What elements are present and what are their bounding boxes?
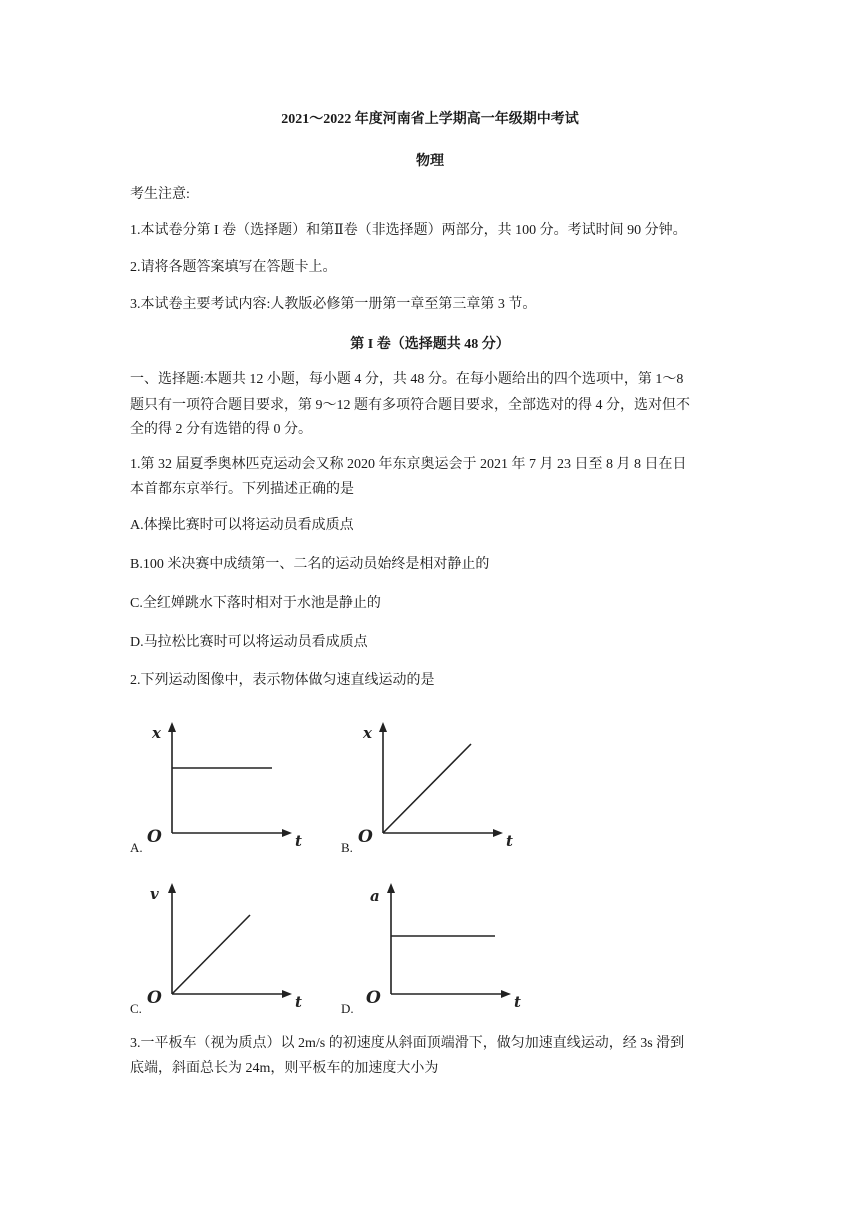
question-1-option-d: D.马拉松比赛时可以将运动员看成质点	[130, 635, 368, 650]
notice-item-1: 1.本试卷分第 I 卷（选择题）和第Ⅱ卷（非选择题）两部分，共 100 分。考试时间 90 分钟。	[130, 223, 687, 238]
subject-title: 物理	[416, 154, 444, 169]
question-1-option-b: B.100 米决赛中成绩第一、二名的运动员始终是相对静止的	[130, 557, 490, 572]
question-3-stem-line-2: 底端，斜面总长为 24m，则平板车的加速度大小为	[130, 1061, 439, 1076]
graph-c-y-axis-label: v	[150, 885, 159, 903]
graph-b-origin-label: O	[358, 827, 373, 847]
graph-d	[364, 879, 534, 1019]
exam-title: 2021～2022 年度河南省上学期高一年级期中考试	[281, 112, 579, 127]
graph-a-origin-label: O	[147, 827, 162, 847]
instructions-line-3: 全的得 2 分有选错的得 0 分。	[130, 422, 312, 437]
question-3-stem-line-1: 3.一平板车（视为质点）以 2m/s 的初速度从斜面顶端滑下，做匀加速直线运动，经 3s 滑到	[130, 1036, 685, 1051]
graph-c-label: C.	[130, 1001, 142, 1016]
graph-b-label: B.	[341, 840, 353, 855]
graph-d-x-axis-label: t	[514, 993, 521, 1011]
question-1-stem-line-1: 1.第 32 届夏季奥林匹克运动会又称 2020 年东京奥运会于 2021 年 7 月 23 日至 8 月 8 日在日	[130, 457, 687, 472]
notice-item-3: 3.本试卷主要考试内容:人教版必修第一册第一章至第三章第 3 节。	[130, 297, 537, 312]
graph-a-x-axis-label: t	[295, 832, 302, 850]
instructions-line-2: 题只有一项符合题目要求，第 9～12 题有多项符合题目要求，全部选对的得 4 分，选对但不	[130, 398, 690, 413]
question-1-stem-line-2: 本首都东京举行。下列描述正确的是	[130, 482, 354, 497]
notice-heading: 考生注意:	[130, 187, 190, 202]
graph-c-origin-label: O	[147, 988, 162, 1008]
notice-item-2: 2.请将各题答案填写在答题卡上。	[130, 260, 337, 275]
section-heading: 第 I 卷（选择题共 48 分）	[350, 337, 510, 352]
graph-a-y-axis-label: x	[152, 724, 161, 742]
graph-b-y-axis-label: x	[363, 724, 372, 742]
graph-b	[356, 718, 526, 858]
graph-c-x-axis-label: t	[295, 993, 302, 1011]
graph-a	[145, 718, 315, 858]
graph-d-origin-label: O	[366, 988, 381, 1008]
question-2-stem: 2.下列运动图像中，表示物体做匀速直线运动的是	[130, 673, 435, 688]
graph-b-x-axis-label: t	[506, 832, 513, 850]
graph-d-label: D.	[341, 1001, 354, 1016]
graph-c	[145, 879, 315, 1019]
instructions-line-1: 一、选择题:本题共 12 小题，每小题 4 分，共 48 分。在每小题给出的四个选项中，第 1～8	[130, 372, 684, 387]
graph-a-label: A.	[130, 840, 143, 855]
graph-d-y-axis-label: a	[370, 887, 380, 905]
question-1-option-c: C.全红婵跳水下落时相对于水池是静止的	[130, 596, 381, 611]
question-1-option-a: A.体操比赛时可以将运动员看成质点	[130, 518, 354, 533]
